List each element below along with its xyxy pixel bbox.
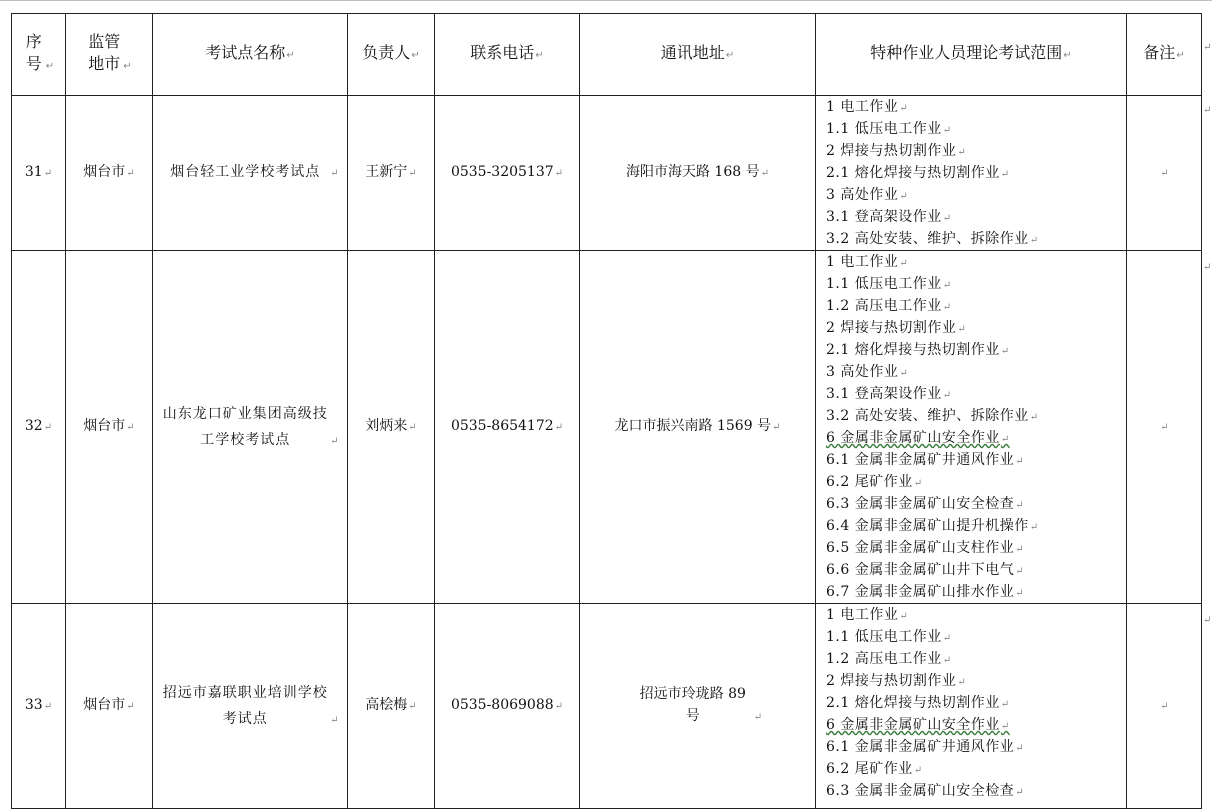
row-end-mark: ↵ <box>1203 42 1212 53</box>
scope-line: 6.3 金属非金属矿山安全检查↵ <box>826 783 1025 799</box>
scope-line: 6.3 金属非金属矿山安全检查↵ <box>826 496 1025 512</box>
scope-line: 2.1 熔化焊接与热切割作业↵ <box>826 165 1010 181</box>
header-scope: 特种作业人员理论考试范围↵ <box>816 14 1127 96</box>
table-row <box>12 251 1202 604</box>
scope-line: 2 焊接与热切割作业↵ <box>826 673 967 689</box>
cell-city: 烟台市↵ <box>66 251 153 604</box>
cell-note: ↵ <box>1127 251 1202 604</box>
header-site-name: 考试点名称↵ <box>153 14 348 96</box>
scope-line: 6.2 尾矿作业↵ <box>826 474 923 490</box>
cell-phone: 0535-8069088↵ <box>435 604 580 809</box>
scope-line: 3.2 高处安装、维护、拆除作业↵ <box>826 408 1039 424</box>
scope-line: 6.2 尾矿作业↵ <box>826 761 923 777</box>
cell-note: ↵ <box>1127 96 1202 251</box>
scope-line: 3.1 登高架设作业↵ <box>826 386 952 402</box>
table-row <box>12 604 1202 809</box>
scope-line: 6 金属非金属矿山安全作业↵ <box>826 717 1010 733</box>
scope-line: 2.1 熔化焊接与热切割作业↵ <box>826 342 1010 358</box>
cell-address: 招远市玲珑路 89 号 ↵ <box>580 604 816 809</box>
cell-city: 烟台市↵ <box>66 604 153 809</box>
scope-line: 1.1 低压电工作业↵ <box>826 276 952 292</box>
header-seq: 序号 ↵ <box>12 14 66 96</box>
scope-line: 3.2 高处安装、维护、拆除作业↵ <box>826 231 1039 247</box>
header-city: 监管地市 ↵ <box>66 14 153 96</box>
header-note: 备注↵ <box>1127 14 1202 96</box>
scope-line: 1 电工作业↵ <box>826 607 909 623</box>
scope-line: 6.7 金属非金属矿山排水作业↵ <box>826 584 1025 600</box>
scope-line: 1.2 高压电工作业↵ <box>826 651 952 667</box>
scope-line: 6 金属非金属矿山安全作业↵ <box>826 430 1010 446</box>
header-phone: 联系电话↵ <box>435 14 580 96</box>
cell-note: ↵ <box>1127 604 1202 809</box>
cell-scope <box>816 604 1127 809</box>
header-row <box>12 14 1202 96</box>
cell-scope <box>816 96 1127 251</box>
scope-line: 1 电工作业↵ <box>826 254 909 270</box>
cell-address: 龙口市振兴南路 1569 号↵ <box>580 251 816 604</box>
cell-person: 刘炳来↵ <box>348 251 435 604</box>
scope-line: 3.1 登高架设作业↵ <box>826 209 952 225</box>
cell-seq: 32↵ <box>12 251 66 604</box>
scope-line: 1.1 低压电工作业↵ <box>826 121 952 137</box>
scope-line: 1 电工作业↵ <box>826 99 909 115</box>
exam-site-table <box>11 13 1202 809</box>
cell-site-name: 招远市嘉联职业培训学校考试点 ↵ <box>153 604 348 809</box>
cell-person: 王新宁↵ <box>348 96 435 251</box>
scope-line: 1.2 高压电工作业↵ <box>826 298 952 314</box>
cell-seq: 33↵ <box>12 604 66 809</box>
cell-person: 高桧梅↵ <box>348 604 435 809</box>
row-end-mark: ↵ <box>1203 615 1212 626</box>
header-person: 负责人↵ <box>348 14 435 96</box>
scope-line: 6.1 金属非金属矿井通风作业↵ <box>826 739 1025 755</box>
scope-line: 3 高处作业↵ <box>826 187 909 203</box>
scope-line: 2.1 熔化焊接与热切割作业↵ <box>826 695 1010 711</box>
scope-line: 3 高处作业↵ <box>826 364 909 380</box>
cell-address: 海阳市海天路 168 号↵ <box>580 96 816 251</box>
scope-line: 6.1 金属非金属矿井通风作业↵ <box>826 452 1025 468</box>
cell-city: 烟台市↵ <box>66 96 153 251</box>
cell-phone: 0535-8654172↵ <box>435 251 580 604</box>
page-top-border <box>0 0 1212 5</box>
scope-line: 2 焊接与热切割作业↵ <box>826 143 967 159</box>
scope-line: 2 焊接与热切割作业↵ <box>826 320 967 336</box>
scope-line: 6.6 金属非金属矿山井下电气↵ <box>826 562 1025 578</box>
scope-line: 1.1 低压电工作业↵ <box>826 629 952 645</box>
header-address: 通讯地址↵ <box>580 14 816 96</box>
row-end-mark: ↵ <box>1203 262 1212 273</box>
cell-site-name: 烟台轻工业学校考试点 ↵ <box>153 96 348 251</box>
scope-line: 6.4 金属非金属矿山提升机操作↵ <box>826 518 1039 534</box>
cell-scope <box>816 251 1127 604</box>
row-end-mark: ↵ <box>1203 105 1212 116</box>
cell-seq: 31↵ <box>12 96 66 251</box>
cell-site-name: 山东龙口矿业集团高级技工学校考试点 ↵ <box>153 251 348 604</box>
cell-phone: 0535-3205137↵ <box>435 96 580 251</box>
table-row <box>12 96 1202 251</box>
scope-line: 6.5 金属非金属矿山支柱作业↵ <box>826 540 1025 556</box>
